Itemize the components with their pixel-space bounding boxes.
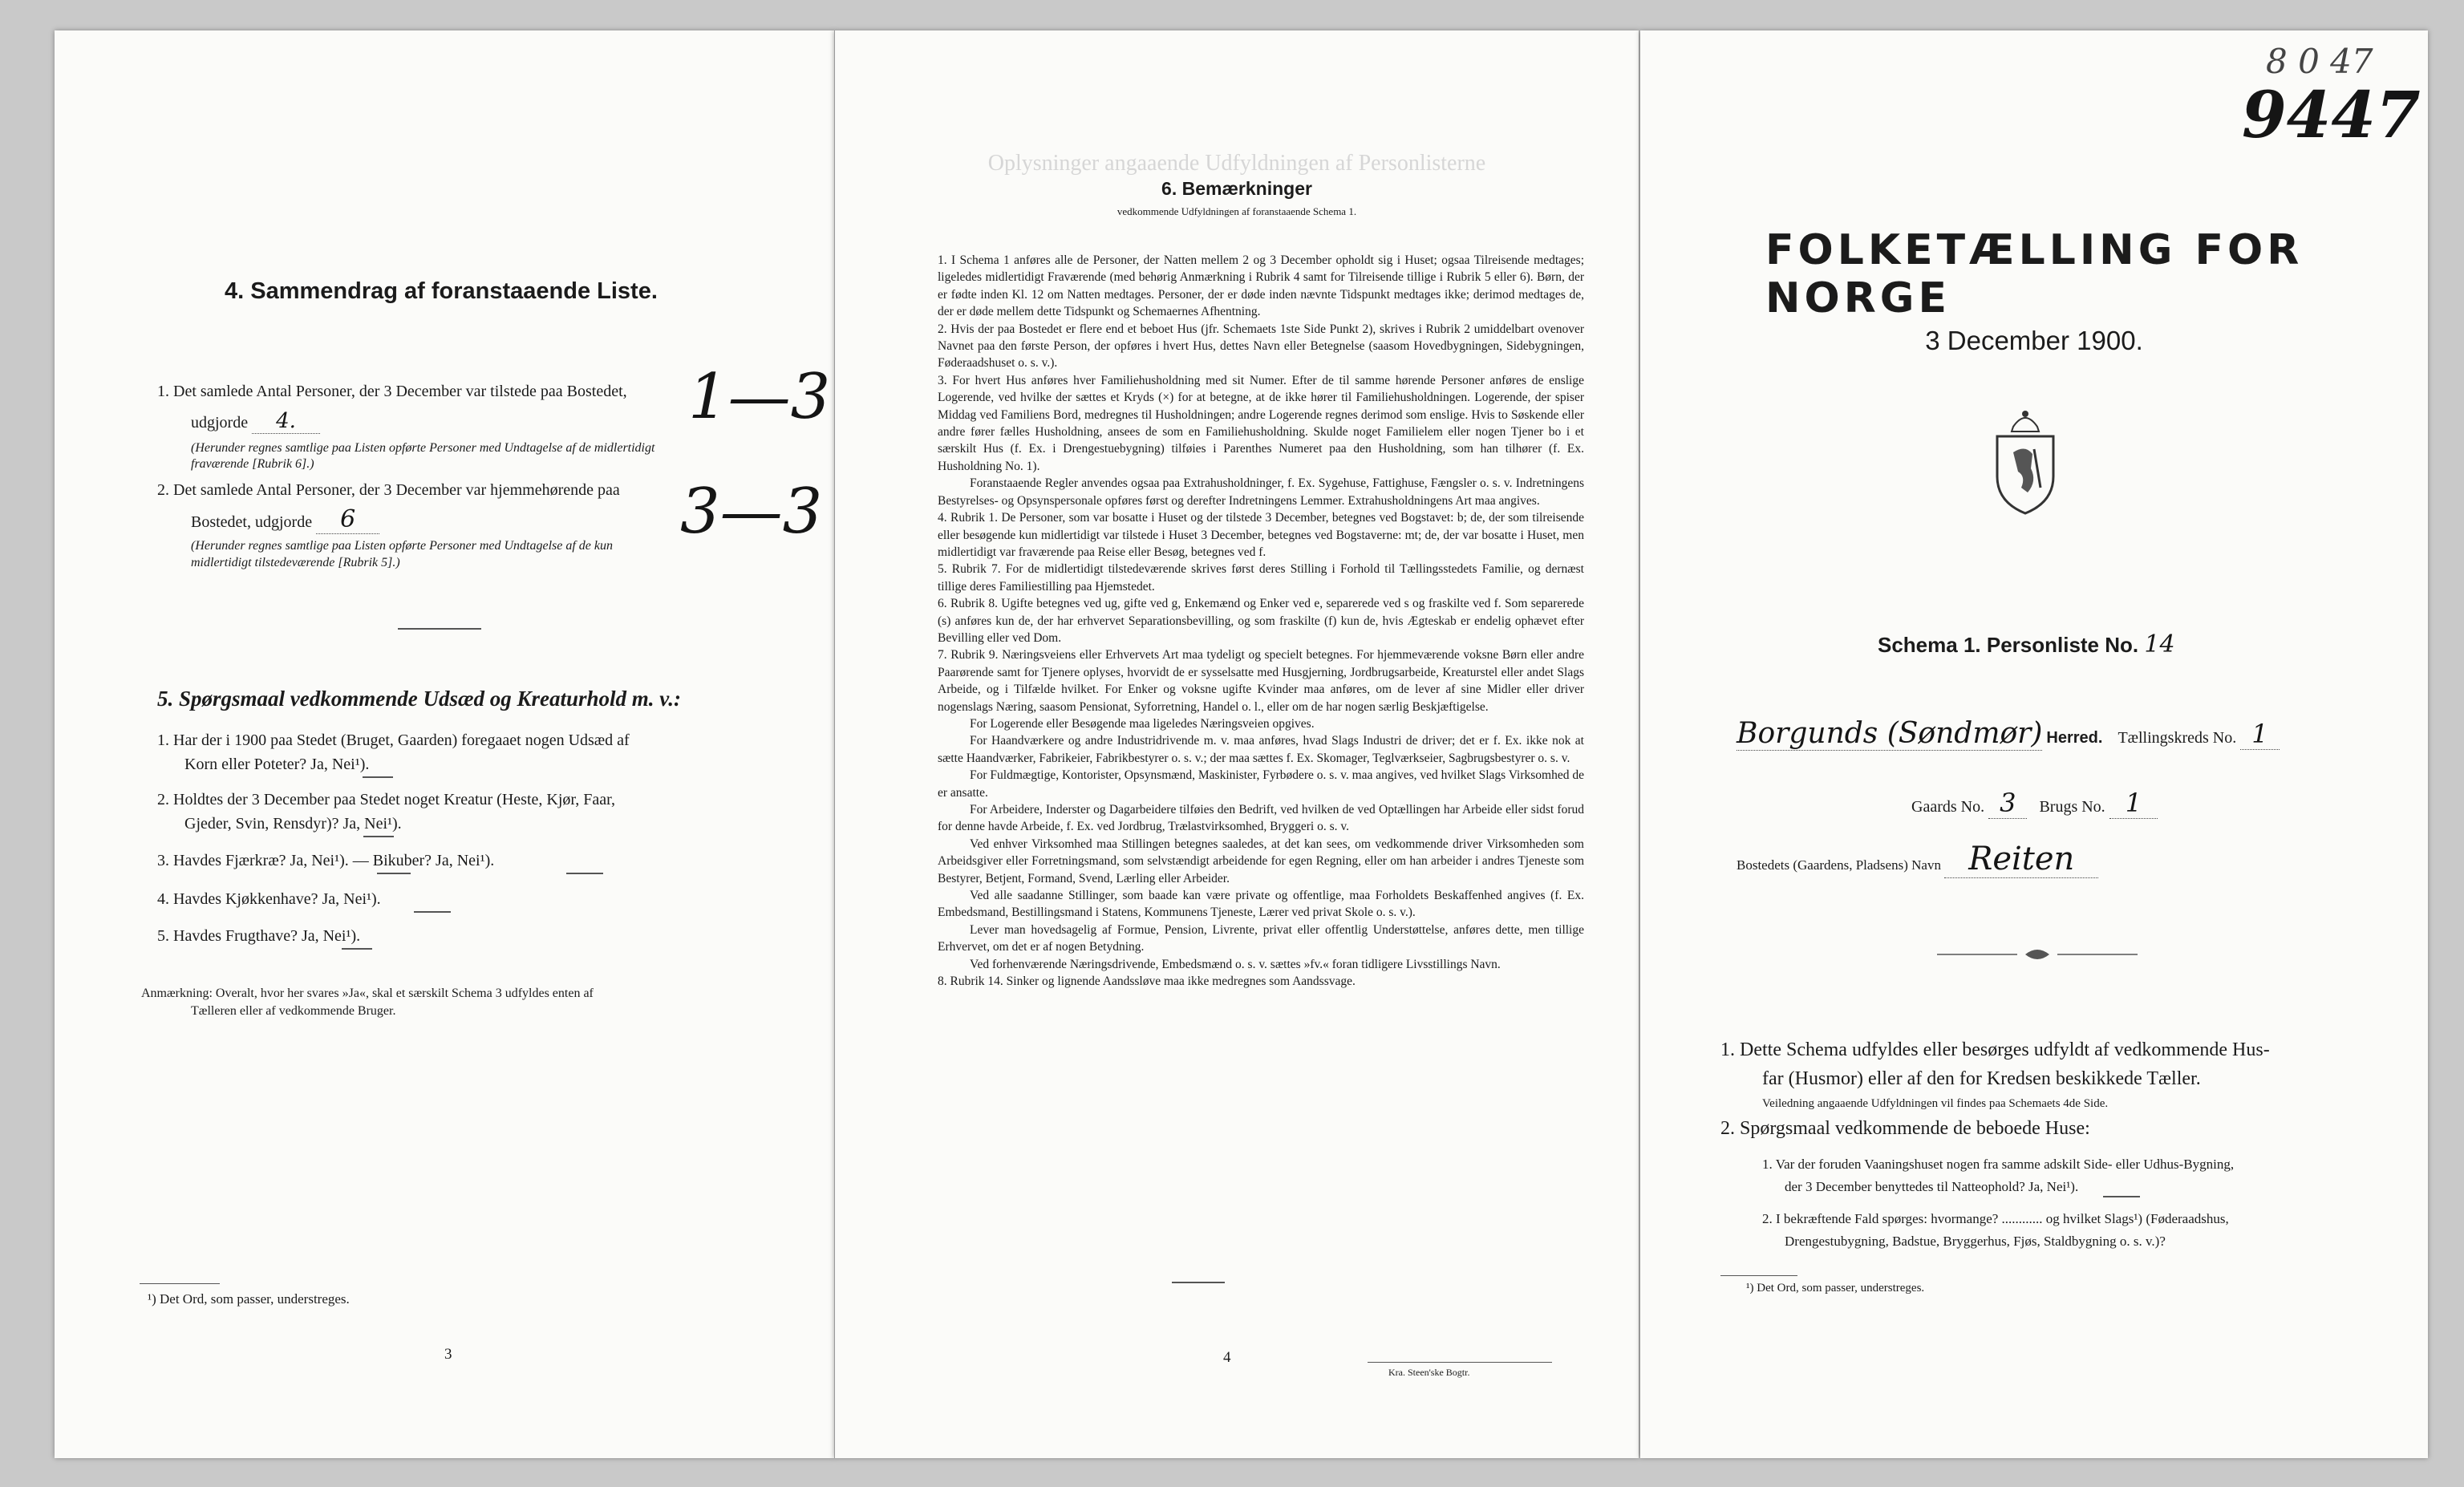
answer-underline — [377, 873, 411, 874]
footnote-divider — [1720, 1275, 1797, 1276]
cover-page — [1640, 30, 2428, 1458]
coat-of-arms-icon — [1981, 404, 2069, 517]
remark-7h: Lever man hovedsagelig af Formue, Pension, Livrente, privat eller offentlig Understøttelse, anføres dette, men tillige Erhvervet, om det er af nogen Betydning. — [938, 922, 1584, 954]
instruction-1: 1. Dette Schema udfyldes eller besørges udfyldt af vedkommende Hus- — [1720, 1039, 2270, 1060]
remark-7g: Ved alle saadanne Stillinger, som baade kan være private og offentlige, maa Forholdets Beskaffenhed angives (f. Ex. Embedsmand, Bestillingsmand i Statens, Kommunens Tjeneste, Lærer ved privat Skole o. s. v.). — [938, 889, 1584, 920]
remark-7f: Ved enhver Virksomhed maa Stillingen betegnes saaledes, at det kan sees, om vedkommende driver Virksomheden som Arbeidsgiver eller Forretningsmand, som selvstændigt arbeidende for egen Regning, eller om han arbeider i andres Tjeneste som Bestyrer, Betjent, Formand, Svend, Lærling eller Arbeider. — [938, 837, 1584, 885]
remark-3: 3. For hvert Hus anføres hver Familiehusholdning med sit Numer. Efter de til samme hørende Personer anføres de enslige Logerende, ved hvilke der sættes et Kryds (×) for at betegne, at de ikke hører til Familiehusholdningen. Logerende, der spiser Middag ved Familiens Bord, medregnes til Husholdningen; andre Logerende regnes derimod som enslige. Hvis to Søskende eller andre fører fælles Husholdning, ansees de som en Familiehusholdning. Skulde noget Familielem eller nogen Tjener bo i et særskilt Hus (f. Ex. i Drengestuebygning) tilføies i Parenthes Numeret paa den Husholdning, som han tilhører (f. Ex. Husholdning No. 1). — [938, 373, 1584, 473]
summary-item-2-note: (Herunder regnes samtlige paa Listen opførte Personer med Undtagelse af de kun — [191, 539, 613, 553]
remark-6: 6. Rubrik 8. Ugifte betegnes ved ug, gifte ved g, Enkemænd og Enker ved e, separerede ved s og fraskilte ved f. Som separerede (s) anføres kun de, der har erhvervet Separationsbevilling, og som fraskilte (f) kun de, hvis Ægteskab er endelig ophævet efter Bevilling eller ved Dom. — [938, 597, 1584, 645]
sub-question-1-cont: der 3 December benyttedes til Natteophold? Ja, Nei¹). — [1785, 1179, 2079, 1194]
summary-item-1-note: (Herunder regnes samtlige paa Listen opførte Personer med Undtagelse af de midlertidigt — [191, 441, 655, 455]
summary-item-1-note-2: fraværende [Rubrik 6].) — [191, 457, 314, 471]
sub-question-2-cont: Drengestubygning, Badstue, Bryggerhus, Fjøs, Staldbygning o. s. v.)? — [1785, 1234, 2166, 1249]
summary-item-2-note-2: midlertidigt tilstedeværende [Rubrik 5].) — [191, 556, 400, 569]
remark-7c: For Haandværkere og andre Industridrivende m. v. maa anføres, hvad Slags Industri de driver; det er f. Ex. ikke nok at sætte Haandværker, Fabrikeier, Fabrikbestyrer o. s. v.; der maa sættes f. Ex. Skomager, Teglværkseier, Sagbrugsbestyrer o. s. v. — [938, 734, 1584, 765]
remark-7: 7. Rubrik 9. Næringsveiens eller Erhvervets Art maa tydeligt og specielt betegnes. For hjemmeværende voksne Børn eller andre Paarørende samt for Tjenere oplyses, hvorvidt de er sysselsatte med Husgjerning, Jordbrugsarbeide, Kreaturstel eller andet Slags Arbeide, og i Tilfælde hvilket. For Enker og voksne ugifte Kvinder maa anføres, om de lever af sine Midler eller driver nogenslags Næring, saasom Pensionat, Syforretning, Handel o. l., eller om de har nogen særlig Beskjæftigelse. — [938, 648, 1584, 714]
remark-2: 2. Hvis der paa Bostedet er flere end et beboet Hus (jfr. Schemaets 1ste Side Punkt 2), skrives i Rubrik 2 umiddelbart ovenover Navnet paa den første Person, der opføres i hvert Hus, dettes Navn eller Betegnelse (saasom Hovedbygningen, Sidebygningen, Føderaadshuset o. s. v.). — [938, 322, 1584, 371]
remark-7e: For Arbeidere, Inderster og Dagarbeidere tilføies den Bedrift, ved hvilken de ved Optællingen har Arbeide eller sidst forud for denne havde Arbeide, f. Ex. ved Jordbrug, Trælastvirksomhed, Bryggeri o. s. v. — [938, 803, 1584, 834]
printer-mark: Kra. Steen'ske Bogtr. — [1388, 1367, 1470, 1378]
page-number: 4 — [1223, 1349, 1231, 1366]
schema-line: Schema 1. Personliste No. 14 — [1878, 630, 2175, 658]
brugs-value: 1 — [2109, 788, 2158, 819]
page-number: 3 — [444, 1346, 452, 1363]
question-2: 2. Holdtes der 3 December paa Stedet noget Kreatur (Heste, Kjør, Faar, — [157, 791, 615, 808]
faded-header: Oplysninger angaaende Udfyldningen af Personlisterne — [987, 151, 1486, 176]
kreds-value: 1 — [2240, 719, 2279, 750]
remark-8: 8. Rubrik 14. Sinker og lignende Aandssløve maa ikke medregnes som Aandssvage. — [938, 974, 1356, 989]
summary-item-2-label: Bostedet, udgjorde 6 — [191, 509, 379, 533]
sub-question-2: 2. I bekræftende Fald spørges: hvormange? ............ og hvilket Slags¹) (Føderaadshus, — [1762, 1211, 2229, 1226]
remark-7b: For Logerende eller Besøgende maa ligeledes Næringsveien opgives. — [970, 716, 1315, 731]
remarks-subtitle: vedkommende Udfyldningen af foranstaaende Schema 1. — [1116, 205, 1357, 217]
sub-question-1: 1. Var der foruden Vaaningshuset nogen fra samme adskilt Side- eller Udhus-Bygning, — [1762, 1157, 2235, 1172]
remarks-title: 6. Bemærkninger — [1161, 178, 1312, 199]
divider — [398, 628, 481, 630]
herred-line: Borgunds (Søndmør) Herred. Tællingskreds No. 1 — [1737, 717, 2280, 750]
question-2-answer: Gjeder, Svin, Rensdyr)? Ja, Nei¹). — [184, 815, 402, 833]
summary-item-2: 2. Det samlede Antal Personer, der 3 December var hjemmehørende paa — [157, 481, 620, 499]
divider — [1172, 1282, 1225, 1283]
answer-underline — [566, 873, 603, 874]
census-date: 3 December 1900. — [1925, 326, 2143, 355]
page-3 — [55, 30, 834, 1458]
footnote-divider — [140, 1283, 220, 1284]
footnote: ¹) Det Ord, som passer, understreges. — [1746, 1282, 1925, 1295]
summary-item-1-label: udgjorde 4. — [191, 411, 320, 433]
remark-4: 4. Rubrik 1. De Personer, som var bosatte i Huset og der tilstede 3 December, betegnes ved Bogstavet: b; de, der som tilreisende eller besøgende kun midlertidigt var tilstede i Huset 3 December, betegnes ved Bogstaverne: mt; de, der var bosatte i Huset, men midlertidigt var fraværende paa Reise eller Besøg, betegnes ved f. — [938, 511, 1584, 559]
bosted-value: Reiten — [1944, 841, 2098, 878]
gaards-line: Gaards No. 3 Brugs No. 1 — [1911, 788, 2158, 818]
instruction-2: 2. Spørgsmaal vedkommende de beboede Huse: — [1720, 1118, 2090, 1139]
resident-count: 6 — [316, 505, 379, 534]
ornament-divider — [1937, 945, 2138, 964]
gaards-value: 3 — [1988, 788, 2027, 819]
summary-item-1: 1. Det samlede Antal Personer, der 3 December var tilstede paa Bostedet, — [157, 383, 627, 400]
remark-7d: For Fuldmægtige, Kontorister, Opsynsmænd, Maskinister, Fyrbødere o. s. v. maa angives, ved hvilket Slags Virksomhed de er ansatte. — [938, 768, 1584, 800]
remark-1: 1. I Schema 1 anføres alle de Personer, der Natten mellem 2 og 3 December opholdt sig i Huset; ogsaa Tilreisende medtages; ligeledes midlertidigt Fraværende (med behørig Anmærkning i Rubrik 4 samt for Tilreisende tillige i Rubrik 5 eller 6). Børn, der er fødte inden Kl. 12 om Natten medtages. Personer, der er døde inden nævnte Tidspunkt medtages ikke; derimod medtages de, der er døde mellem dette Tidspunkt og Schemaernes Afhentning. — [938, 253, 1584, 319]
question-1-answer: Korn eller Poteter? Ja, Nei¹). — [184, 756, 370, 773]
question-3: 3. Havdes Fjærkræ? Ja, Nei¹). — Bikuber? Ja, Nei¹). — [157, 852, 495, 869]
printer-divider — [1368, 1362, 1552, 1363]
bosted-line: Bostedets (Gaardens, Pladsens) Navn Reiten — [1737, 841, 2098, 877]
question-5: 5. Havdes Frugthave? Ja, Nei¹). — [157, 927, 361, 945]
page-4 — [834, 30, 1639, 1458]
remark-7i: Ved forhenværende Næringsdrivende, Embedsmænd o. s. v. sættes »fv.« foran tidligere Livsstillings Navn. — [970, 957, 1501, 971]
remarks-list — [938, 252, 1584, 990]
answer-underline — [2103, 1196, 2140, 1197]
answer-underline — [414, 911, 451, 913]
person-list-number: 14 — [2144, 630, 2175, 658]
instruction-1-cont: far (Husmor) eller af den for Kredsen beskikkede Tæller. — [1762, 1068, 2201, 1089]
section-4-title: 4. Sammendrag af foranstaaende Liste. — [225, 278, 658, 304]
archive-number: 9447 — [2242, 77, 2421, 152]
footnote: ¹) Det Ord, som passer, understreges. — [148, 1291, 350, 1307]
instruction-1-note: Veiledning angaaende Udfyldningen vil findes paa Schemaets 4de Side. — [1762, 1097, 2109, 1110]
question-1: 1. Har der i 1900 paa Stedet (Bruget, Gaarden) foregaaet nogen Udsæd af — [157, 731, 630, 749]
handwritten-tally-2: 3—3 — [680, 476, 823, 548]
remark-5: 5. Rubrik 7. For de midlertidigt tilstedeværende skrives først deres Stilling i Forhold til Tællingsstedets Familie, og dernæst tillige deres Familiestilling paa Hjemstedet. — [938, 562, 1584, 594]
census-title: FOLKETÆLLING FOR NORGE — [1765, 226, 2304, 322]
herred-value: Borgunds (Søndmør) — [1737, 717, 2043, 750]
archive-stamp: 8 0 47 — [2266, 42, 2373, 81]
handwritten-tally-1: 1—3 — [688, 361, 831, 433]
remark-3b: Foranstaaende Regler anvendes ogsaa paa Extrahusholdninger, f. Ex. Sygehuse, Fattighuse, Fængsler o. s. v. Indretningens Bestyrelses- og Opsynspersonale opføres først og derefter Indretningens Lemmer. Extrahusholdningens Art maa angives. — [938, 476, 1584, 508]
remark-line-1: Anmærkning: Overalt, hvor her svares »Ja«, skal et særskilt Schema 3 udfyldes enten af — [141, 987, 594, 1000]
remark-line-2: Tælleren eller af vedkommende Bruger. — [191, 1004, 396, 1018]
section-5-title: 5. Spørgsmaal vedkommende Udsæd og Kreaturhold m. v.: — [157, 687, 682, 711]
present-count: 4. — [252, 409, 320, 434]
answer-underline — [363, 776, 393, 778]
answer-underline — [342, 948, 372, 950]
question-4: 4. Havdes Kjøkkenhave? Ja, Nei¹). — [157, 890, 381, 908]
answer-underline — [363, 836, 394, 837]
